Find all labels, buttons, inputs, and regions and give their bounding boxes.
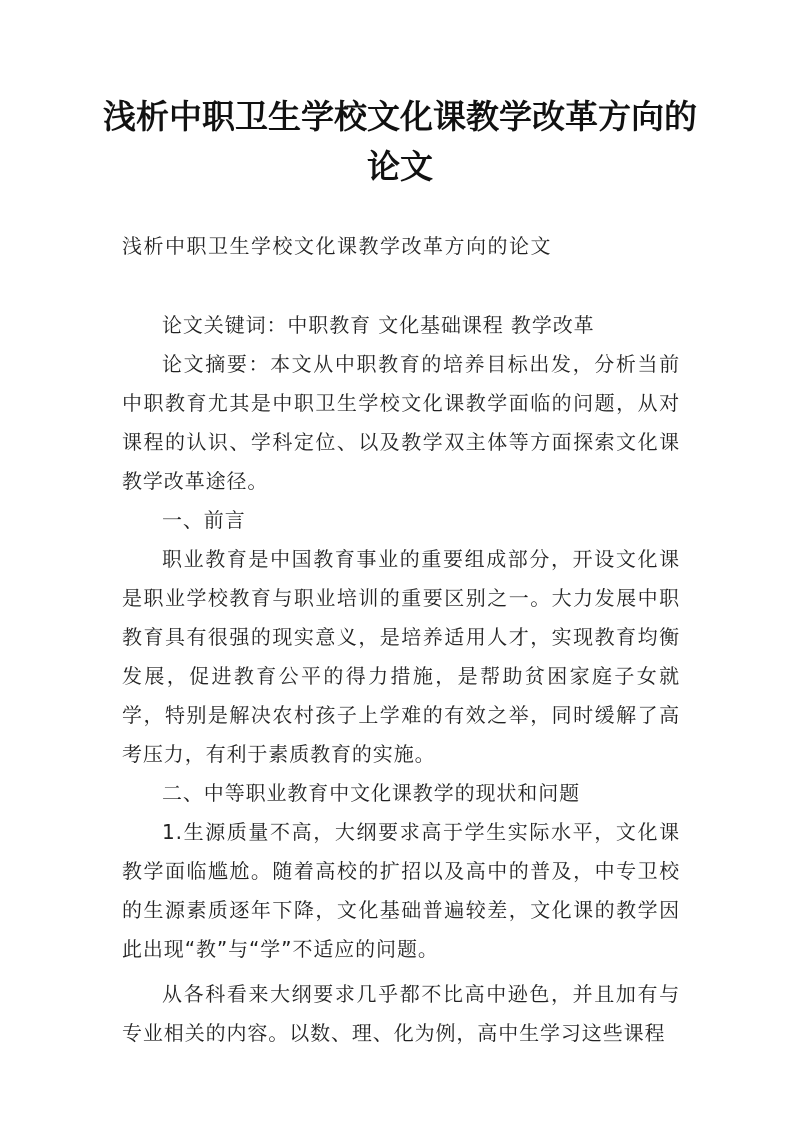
document-subtitle: 浅析中职卫生学校文化课教学改革方向的论文 — [122, 234, 552, 258]
document-body — [122, 306, 680, 1053]
section-heading-preface: 一、前言 — [162, 508, 246, 532]
body-paragraph: 从各科看来大纲要求几乎都不比高中逊色，并且加有与专业相关的内容。以数、理、化为例，高中生学习这些课程 — [122, 982, 680, 1045]
keywords-paragraph: 论文关键词：中职教育 文化基础课程 教学改革 — [162, 313, 595, 337]
abstract-paragraph: 论文摘要：本文从中职教育的培养目标出发，分析当前中职教育尤其是中职卫生学校文化课教学面临的问题，从对课程的认识、学科定位、以及教学双主体等方面探索文化课教学改革途径。 — [122, 352, 680, 493]
body-paragraph: 职业教育是中国教育事业的重要组成部分，开设文化课是职业学校教育与职业培训的重要区别之一。大力发展中职教育具有很强的现实意义，是培养适用人才，实现教育均衡发展，促进教育公平的得力措施，是帮助贫困家庭子女就学，特别是解决农村孩子上学难的有效之举，同时缓解了高考压力，有利于素质教育的实施。 — [122, 547, 680, 766]
body-paragraph: 1.生源质量不高，大纲要求高于学生实际水平，文化课教学面临尴尬。随着高校的扩招以及高中的普及，中专卫校的生源素质逐年下降，文化基础普遍较差，文化课的教学因此出现“教”与“学”不适应的问题。 — [122, 820, 680, 961]
document-title: 浅析中职卫生学校文化课教学改革方向的论文 — [103, 97, 697, 186]
section-heading-status: 二、中等职业教育中文化课教学的现状和问题 — [162, 781, 580, 805]
